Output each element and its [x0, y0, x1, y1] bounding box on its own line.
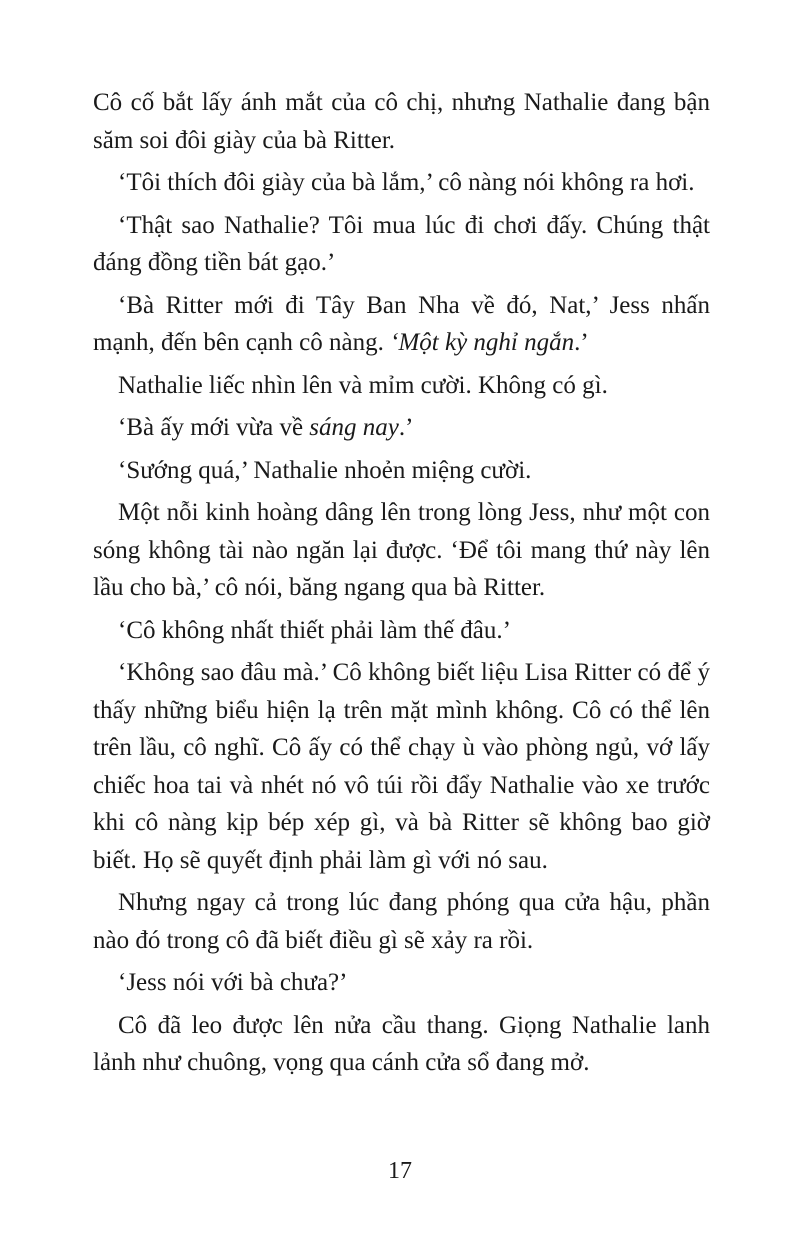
paragraph-1: Cô cố bắt lấy ánh mắt của cô chị, nhưng Nathalie đang bận săm soi đôi giày của bà Ritter.	[93, 89, 710, 154]
paragraph-13: Cô đã leo được lên nửa cầu thang. Giọng Nathalie lanh lảnh như chuông, vọng qua cánh cửa sổ đang mở.	[93, 1011, 710, 1076]
paragraph-12: ‘Jess nói với bà chưa?’	[118, 969, 348, 996]
paragraph-5: Nathalie liếc nhìn lên và mỉm cười. Không có gì.	[118, 371, 608, 399]
paragraph-2: ‘Tôi thích đôi giày của bà lắm,’ cô nàng nói không ra hơi.	[118, 169, 695, 196]
paragraph-11: Nhưng ngay cả trong lúc đang phóng qua cửa hậu, phần nào đó trong cô đã biết điều gì sẽ xảy ra rồi.	[93, 889, 710, 954]
paragraph-9: ‘Cô không nhất thiết phải làm thế đâu.’	[118, 616, 511, 644]
paragraph-6-text: ‘Bà ấy mới vừa về	[118, 414, 310, 441]
paragraph-4	[93, 287, 710, 362]
paragraph-7: ‘Sướng quá,’ Nathalie nhoẻn miệng cười.	[118, 456, 532, 484]
paragraph-6	[93, 409, 710, 447]
page-number: 17	[388, 1158, 412, 1184]
paragraph-6-end: .’	[398, 414, 414, 441]
paragraph-6-italic: sáng nay	[309, 414, 399, 441]
paragraph-4-text: ‘Bà Ritter mới đi Tây Ban Nha về đó, Nat,’ Jess nhấn mạnh, đến bên cạnh cô nàng.	[93, 291, 710, 356]
paragraph-8: Một nỗi kinh hoàng dâng lên trong lòng Jess, như một con sóng không tài nào ngăn lại được. ‘Để tôi mang thứ này lên lầu cho bà,’ cô nói, băng ngang qua bà Ritter.	[93, 499, 710, 601]
paragraph-3: ‘Thật sao Nathalie? Tôi mua lúc đi chơi đấy. Chúng thật đáng đồng tiền bát gạo.’	[93, 211, 710, 276]
book-page-body	[93, 84, 710, 1087]
paragraph-4-end: .’	[574, 329, 589, 356]
paragraph-4-italic: ‘Một kỳ nghỉ ngắn	[390, 329, 575, 356]
paragraph-10: ‘Không sao đâu mà.’ Cô không biết liệu Lisa Ritter có để ý thấy những biểu hiện lạ trên mặt mình không. Cô có thể lên trên lầu, cô nghĩ. Cô ấy có thể chạy ù vào phòng ngủ, vớ lấy chiếc hoa tai và nhét nó vô túi rồi đẩy Nathalie vào xe trước khi cô nàng kịp bép xép gì, và bà Ritter sẽ không bao giờ biết. Họ sẽ quyết định phải làm gì với nó sau.	[93, 659, 710, 874]
